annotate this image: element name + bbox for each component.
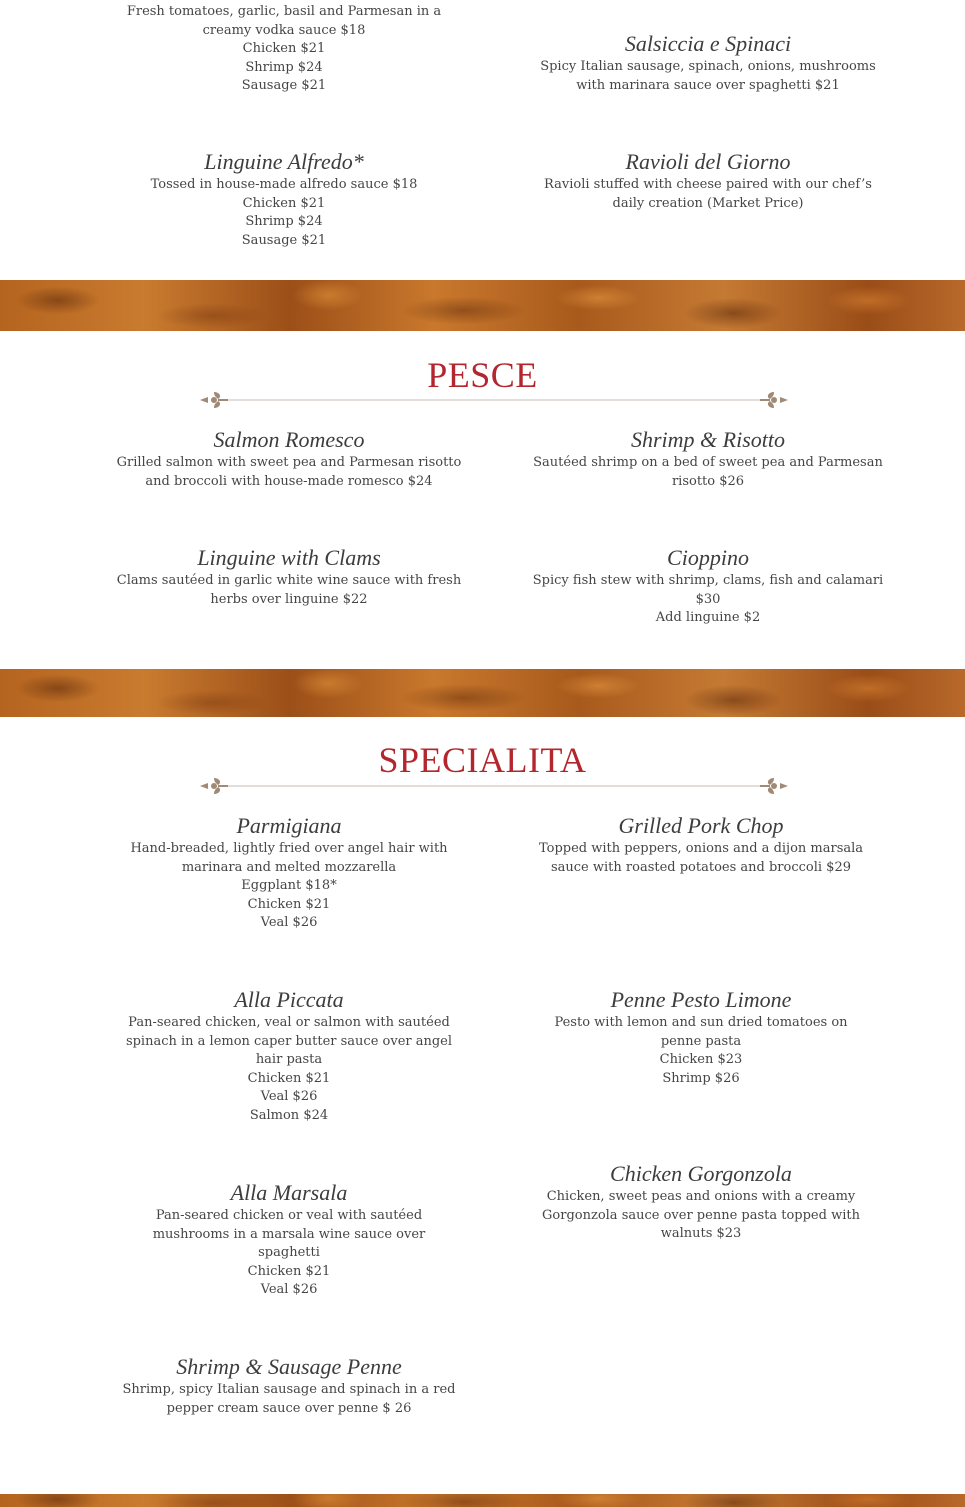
item-desc-line: herbs over linguine $22 [210, 591, 368, 607]
item-name: Grilled Pork Chop [618, 813, 784, 838]
menu-item-chicken-gorgonzola [516, 1161, 886, 1244]
menu-item-alla-marsala [104, 1180, 474, 1300]
item-name: Alla Piccata [234, 987, 344, 1012]
item-name: Shrimp & Risotto [630, 427, 785, 452]
item-desc-line: Tossed in house-made alfredo sauce $18 [150, 177, 418, 192]
item-option: Chicken $21 [247, 1263, 331, 1279]
item-name: Shrimp & Sausage Penne [176, 1354, 402, 1379]
item-name: Salmon Romesco [213, 427, 365, 452]
section-title-specialita: SPECIALITA [378, 740, 587, 780]
item-option: Sausage $21 [241, 232, 327, 248]
food-banner-image [0, 280, 965, 331]
item-name: Penne Pesto Limone [610, 987, 792, 1012]
fleur-ornament-icon [196, 774, 792, 798]
item-desc-line: Clams sautéed in garlic white wine sauce with fresh [116, 573, 462, 588]
food-banner-image [0, 669, 965, 717]
item-desc-line: spinach in a lemon caper butter sauce over angel [125, 1033, 453, 1049]
item-price: $30 [695, 591, 721, 607]
menu-item-salsiccia [523, 31, 893, 95]
item-desc-line: Shrimp, spicy Italian sausage and spinach in a red [122, 1382, 456, 1397]
item-option: Add linguine $2 [655, 610, 761, 626]
menu-item-vodka [104, 3, 464, 96]
item-option: Veal $26 [260, 1282, 318, 1298]
item-desc-line: Grilled salmon with sweet pea and Parmesan risotto [116, 455, 462, 470]
item-desc-line: marinara and melted mozzarella [181, 859, 397, 875]
item-name: Linguine Alfredo* [204, 149, 364, 174]
menu-item-parmigiana [104, 813, 474, 933]
item-desc-line: spaghetti [258, 1245, 320, 1261]
item-option: Chicken $23 [659, 1052, 743, 1068]
menu-item-shrimp-sausage-penne [104, 1354, 474, 1418]
item-desc-line: walnuts $23 [660, 1226, 742, 1242]
item-desc-line: Fresh tomatoes, garlic, basil and Parmesan in a [126, 4, 442, 19]
item-desc-line: pepper cream sauce over penne $ 26 [166, 1400, 412, 1416]
item-option: Shrimp $24 [245, 59, 323, 75]
item-desc-line: Sautéed shrimp on a bed of sweet pea and Parmesan [533, 455, 883, 470]
menu-item-penne-pesto-limone [516, 987, 886, 1088]
item-desc-line: Topped with peppers, onions and a dijon marsala [538, 841, 864, 856]
item-option: Veal $26 [260, 915, 318, 931]
item-desc-line: Spicy fish stew with shrimp, clams, fish and calamari [532, 573, 884, 588]
item-option: Chicken $21 [247, 896, 331, 912]
menu-item-salmon-romesco [104, 427, 474, 491]
menu-item-grilled-pork-chop [516, 813, 886, 877]
item-desc-line: with marinara sauce over spaghetti $21 [576, 77, 840, 93]
item-desc-line: mushrooms in a marsala wine sauce over [152, 1226, 426, 1242]
fleur-ornament-icon [196, 388, 792, 412]
item-name: Alla Marsala [230, 1180, 348, 1205]
item-desc-line: Hand-breaded, lightly fried over angel hair with [130, 841, 448, 856]
item-desc-line: Gorgonzola sauce over penne pasta topped with [542, 1207, 860, 1223]
item-option: Salmon $24 [249, 1107, 329, 1123]
item-name: Cioppino [667, 545, 749, 570]
menu-item-linguine-clams [104, 545, 474, 609]
item-name: Ravioli del Giorno [625, 149, 791, 174]
item-option: Eggplant $18* [241, 878, 337, 894]
section-title-pesce: PESCE [427, 355, 538, 395]
item-desc-line: Ravioli stuffed with cheese paired with our chef’s [544, 177, 872, 192]
item-desc-line: penne pasta [660, 1033, 742, 1049]
item-desc-line: Pan-seared chicken, veal or salmon with sautéed [128, 1015, 450, 1030]
item-option: Chicken $21 [242, 41, 326, 57]
item-name: Salsiccia e Spinaci [624, 31, 792, 56]
food-banner-image [0, 1494, 965, 1507]
item-desc-line: Chicken, sweet peas and onions with a creamy [546, 1189, 856, 1204]
menu-item-shrimp-risotto [523, 427, 893, 491]
item-option: Shrimp $24 [245, 214, 323, 230]
item-desc-line: creamy vodka sauce $18 [202, 22, 366, 38]
item-option: Chicken $21 [247, 1070, 331, 1086]
menu-item-alfredo [104, 149, 464, 250]
item-desc-line: and broccoli with house-made romesco $24 [145, 473, 433, 489]
item-desc-line: daily creation (Market Price) [612, 195, 804, 211]
item-name: Chicken Gorgonzola [610, 1161, 792, 1186]
item-desc-line: Pan-seared chicken or veal with sautéed [155, 1208, 423, 1223]
item-option: Chicken $21 [242, 195, 326, 211]
item-desc-line: hair pasta [255, 1052, 323, 1068]
item-name: Linguine with Clams [197, 545, 381, 570]
item-desc-line: Pesto with lemon and sun dried tomatoes on [554, 1015, 848, 1030]
item-desc-line: Spicy Italian sausage, spinach, onions, mushrooms [540, 59, 876, 74]
item-desc-line: risotto $26 [671, 473, 745, 489]
item-option: Sausage $21 [241, 78, 327, 94]
item-desc-line: sauce with roasted potatoes and broccoli $29 [550, 859, 851, 875]
menu-item-alla-piccata [104, 987, 474, 1126]
item-name: Parmigiana [236, 813, 342, 838]
item-option: Veal $26 [260, 1089, 318, 1105]
menu-item-cioppino [523, 545, 893, 628]
menu-item-ravioli [523, 149, 893, 213]
item-option: Shrimp $26 [662, 1070, 740, 1086]
